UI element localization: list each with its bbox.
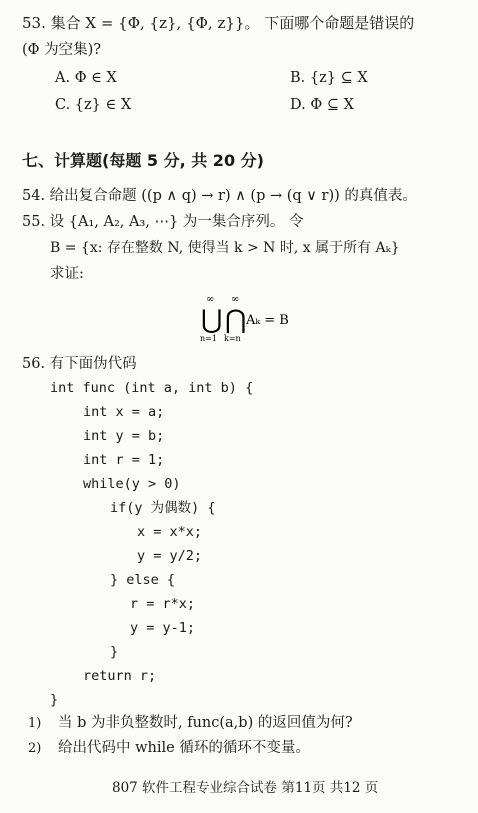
q55-line3: 求证: (50, 266, 84, 282)
code-line: } (110, 644, 119, 660)
code-line: y = y-1; (130, 620, 196, 636)
subquestion-text: 当 b 为非负整数时, func(a,b) 的返回值为何? (58, 715, 353, 731)
union-symbol: ⋃ (201, 305, 223, 335)
code-line: while(y > 0) (83, 476, 181, 492)
intersect-lower-limit: k=n (224, 334, 241, 343)
subquestion-text: 给出代码中 while 循环的循环不变量。 (58, 740, 310, 756)
code-line: r = r*x; (130, 596, 196, 612)
code-line: y = y/2; (137, 548, 203, 564)
code-line: int y = b; (83, 428, 165, 444)
section-title: 七、计算题(每题 5 分, 共 20 分) (22, 151, 264, 170)
formula-body: Aₖ = B (246, 313, 289, 328)
intersect-upper-limit: ∞ (231, 294, 240, 305)
q56-title: 56. 有下面伪代码 (22, 356, 137, 372)
q53-option-b: B. {z} ⊆ X (290, 70, 368, 86)
union-lower-limit: n=1 (200, 334, 217, 343)
q53-note: (Φ 为空集)? (22, 42, 102, 58)
q53-stem: 53. 集合 X = {Φ, {z}, {Φ, z}}。 下面哪个命题是错误的 (22, 14, 415, 32)
page-footer: 807 软件工程专业综合试卷 第11页 共12 页 (112, 780, 379, 796)
q55-line1: 55. 设 {A₁, A₂, A₃, ⋯} 为一集合序列。 令 (22, 214, 304, 230)
q53-option-a: A. Φ ∈ X (55, 70, 117, 86)
code-line: } (50, 692, 59, 708)
intersect-symbol: ⋂ (225, 305, 247, 335)
code-line: int r = 1; (83, 452, 165, 468)
code-line: } else { (110, 572, 176, 588)
code-line: return r; (83, 668, 157, 684)
code-line: int x = a; (83, 404, 165, 420)
q54-text: 54. 给出复合命题 ((p ∧ q) → r) ∧ (p → (q ∨ r)) 的真值表。 (22, 188, 417, 204)
code-line: if(y 为偶数) { (110, 500, 216, 516)
subquestion-number: 2) (28, 741, 42, 756)
set-formula (200, 292, 300, 344)
q53-option-d: D. Φ ⊆ X (290, 97, 354, 113)
code-line: x = x*x; (137, 524, 203, 540)
q55-line2: B = {x: 存在整数 N, 使得当 k > N 时, x 属于所有 Aₖ} (50, 240, 400, 256)
union-upper-limit: ∞ (206, 294, 215, 305)
code-line: int func (int a, int b) { (50, 380, 254, 396)
q53-option-c: C. {z} ∈ X (55, 97, 132, 113)
subquestion-number: 1) (28, 716, 42, 731)
